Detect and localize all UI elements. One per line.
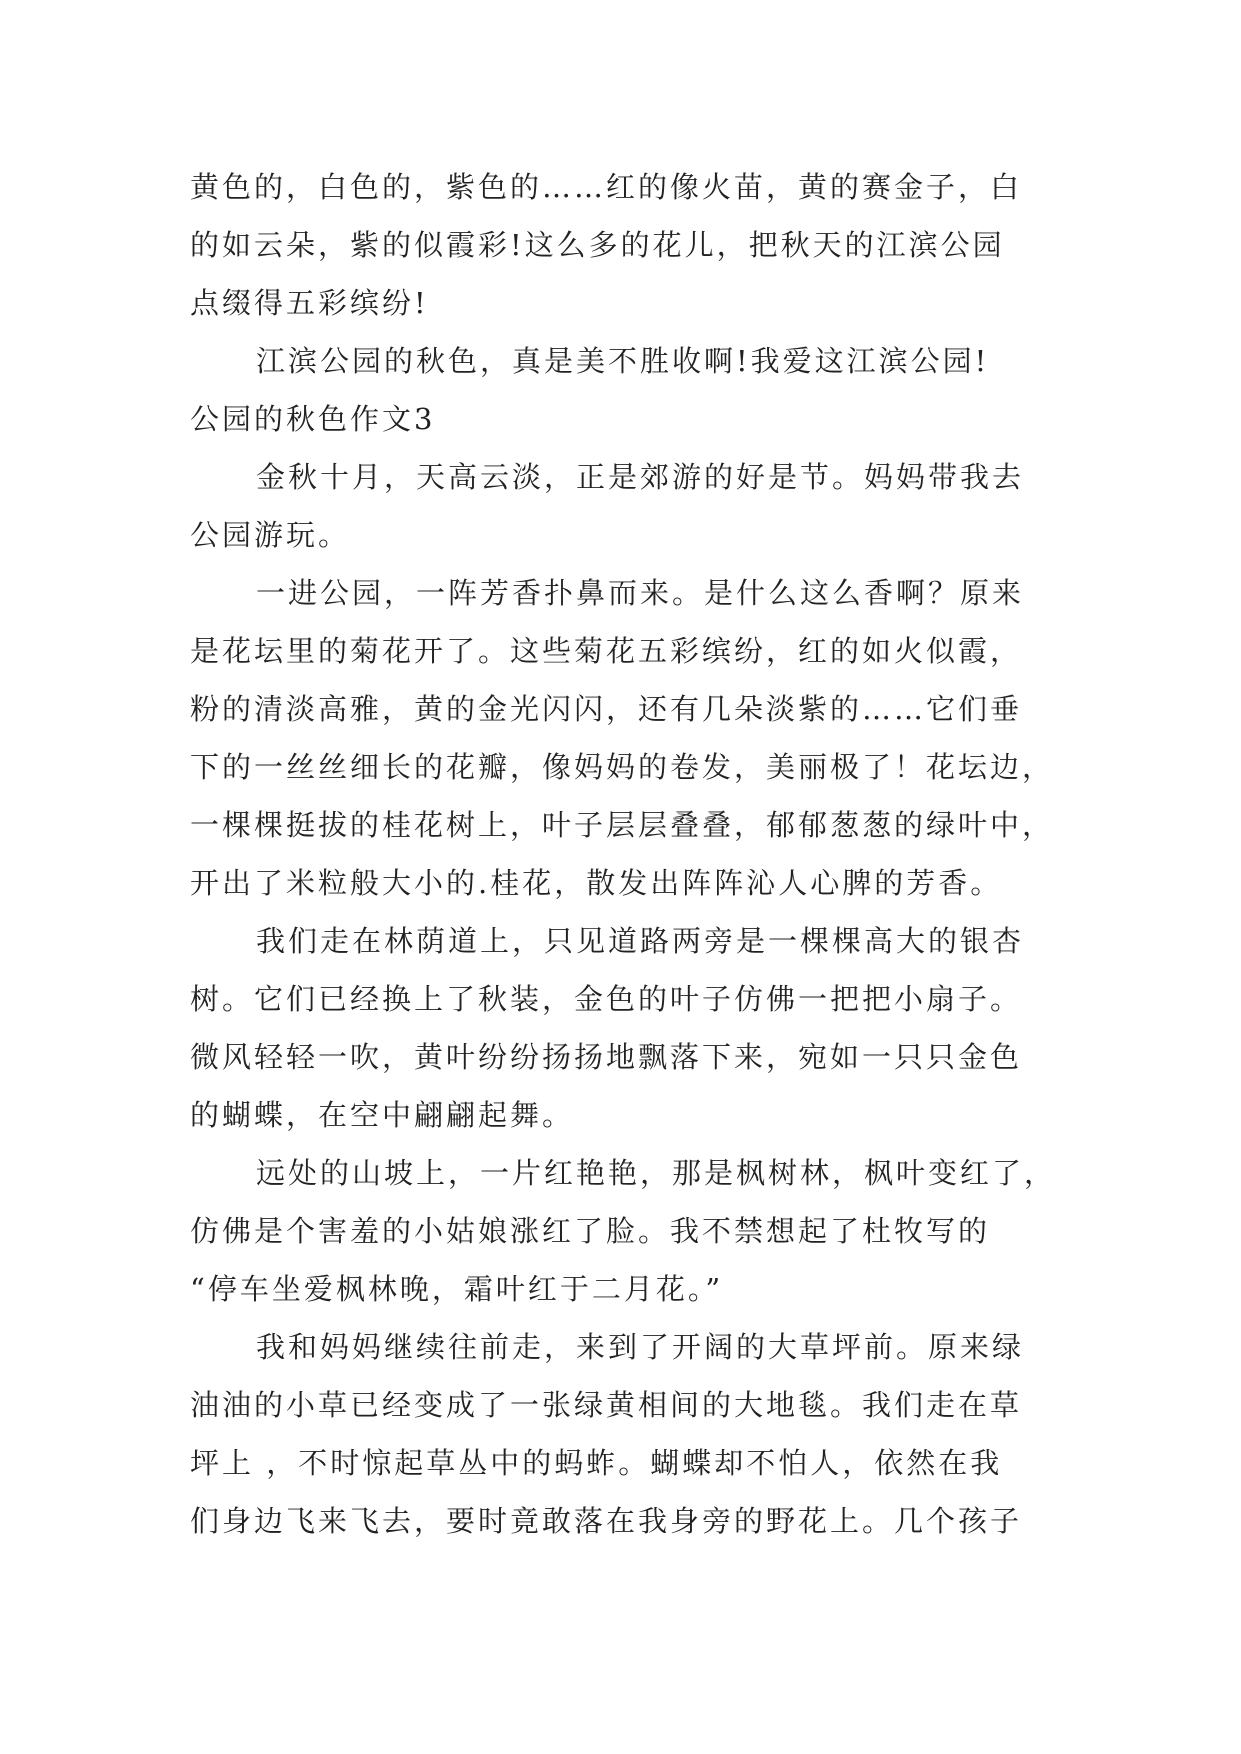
text-line: 微风轻轻一吹，黄叶纷纷扬扬地飘落下来，宛如一只只金色 (190, 1040, 1023, 1074)
paragraph-first-line: 我们走在林荫道上，只见道路两旁是一棵棵高大的银杏 (256, 924, 1025, 958)
text-line: 点缀得五彩缤纷! (190, 286, 429, 320)
text-line: 开出了米粒般大小的.桂花，散发出阵阵沁人心脾的芳香。 (190, 866, 1003, 900)
section-heading: 公园的秋色作文3 (190, 402, 436, 436)
text-line: 一棵棵挺拔的桂花树上，叶子层层叠叠，郁郁葱葱的绿叶中， (190, 808, 1055, 842)
paragraph-first-line: 金秋十月，天高云淡，正是郊游的好是节。妈妈带我去 (256, 460, 1025, 494)
text-line: 粉的清淡高雅，黄的金光闪闪，还有几朵淡紫的……它们垂 (190, 692, 1023, 726)
text-line: 下的一丝丝细长的花瓣，像妈妈的卷发，美丽极了！花坛边， (190, 750, 1055, 784)
text-line: “停车坐爱枫林晚，霜叶红于二月花。” (190, 1272, 724, 1306)
text-line: 的如云朵，紫的似霞彩!这么多的花儿，把秋天的江滨公园 (190, 228, 1005, 262)
text-line: 是花坛里的菊花开了。这些菊花五彩缤纷，红的如火似霞， (190, 634, 1023, 668)
paragraph-first-line: 江滨公园的秋色，真是美不胜收啊!我爱这江滨公园! (256, 344, 990, 378)
text-line: 公园游玩。 (190, 518, 351, 552)
text-line: 油油的小草已经变成了一张绿黄相间的大地毯。我们走在草 (190, 1388, 1023, 1422)
text-line: 树。它们已经换上了秋装，金色的叶子仿佛一把把小扇子。 (190, 982, 1023, 1016)
text-line: 的蝴蝶，在空中翩翩起舞。 (190, 1098, 575, 1132)
text-line: 黄色的，白色的，紫色的……红的像火苗，黄的赛金子，白 (190, 170, 1023, 204)
text-line: 仿佛是个害羞的小姑娘涨红了脸。我不禁想起了杜牧写的 (190, 1214, 991, 1248)
essay-body (190, 158, 1070, 1550)
paragraph-first-line: 一进公园，一阵芳香扑鼻而来。是什么这么香啊？原来 (256, 576, 1025, 610)
paragraph-first-line: 我和妈妈继续往前走，来到了开阔的大草坪前。原来绿 (256, 1330, 1025, 1364)
paragraph-first-line: 远处的山坡上，一片红艳艳，那是枫树林，枫叶变红了， (256, 1156, 1057, 1190)
text-line: 们身边飞来飞去，要时竟敢落在我身旁的野花上。几个孩子 (190, 1504, 1023, 1538)
text-line: 坪上 ，不时惊起草丛中的蚂蚱。蝴蝶却不怕人，依然在我 (190, 1446, 1003, 1480)
